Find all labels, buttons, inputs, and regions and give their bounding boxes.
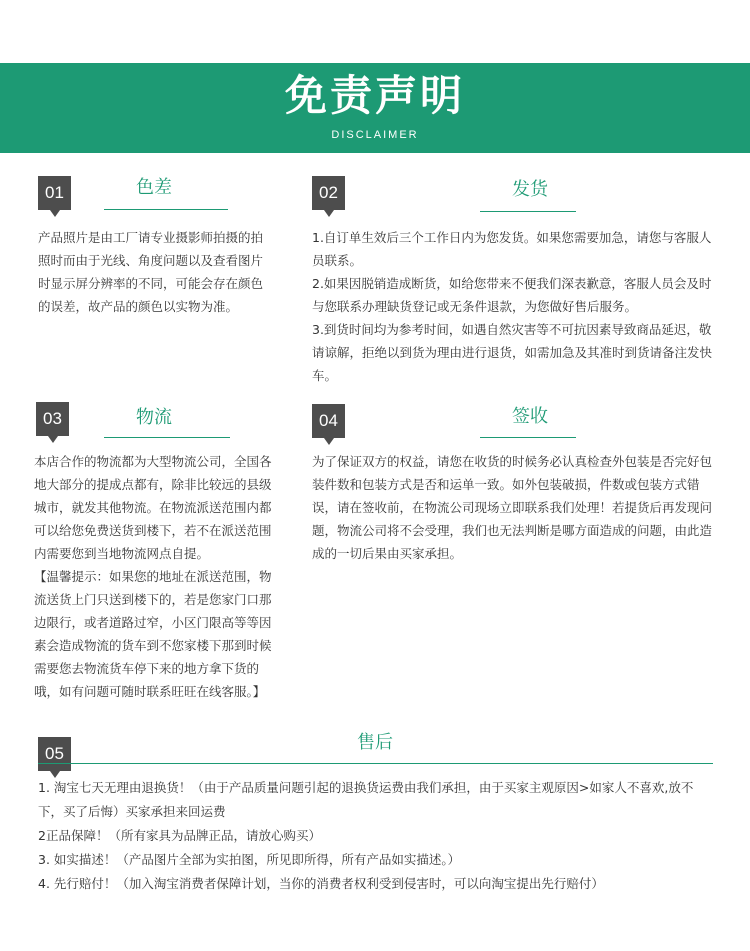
section-paragraph: 1. 淘宝七天无理由退换货！（由于产品质量问题引起的退换货运费由我们承担，由于买家主观原因>如家人不喜欢,放不下，买了后悔）买家承担来回运费: [38, 780, 694, 819]
section-divider: [38, 763, 713, 764]
section-paragraph: 1.自订单生效后三个工作日内为您发货。如果您需要加急，请您与客服人员联系。: [312, 230, 712, 268]
section-divider: [104, 437, 230, 438]
section-divider: [104, 209, 228, 210]
banner-title: 免责声明: [284, 71, 465, 120]
section-paragraph: 【温馨提示：如果您的地址在派送范围，物流送货上门只送到楼下的，若是您家门口那边限行，或者道路过窄，小区门限高等等因素会造成物流的货车到不您家楼下那到时候需要您去物流货车停下来的地方拿下货的哦，如有问题可随时联系旺旺在线客服。】: [34, 569, 272, 699]
section-paragraph: 产品照片是由工厂请专业摄影师拍摄的拍照时而由于光线、角度问题以及查看图片时显示屏分辨率的不同，可能会存在颜色的误差，故产品的颜色以实物为准。: [38, 230, 264, 314]
section-title: 色差: [136, 177, 172, 198]
section-paragraph: 为了保证双方的权益，请您在收货的时候务必认真检查外包装是否完好包装件数和包装方式是否和运单一致。如外包装破损，件数或包装方式错误，请在签收前，在物流公司现场立即联系我们处理！若提货后再发现问题，物流公司将不会受理，我们也无法判断是哪方面造成的问题，由此造成的一切后果由买家承担。: [312, 454, 713, 561]
section-paragraph: 2.如果因脱销造成断货，如给您带来不便我们深表歉意，客服人员会及时与您联系办理缺货登记或无条件退款，为您做好售后服务。: [312, 276, 712, 314]
section-divider: [480, 211, 576, 212]
section-number-badge: 04: [312, 404, 345, 438]
section-title: 售后: [357, 732, 393, 753]
section-divider: [480, 437, 576, 438]
section-number-badge: 03: [36, 402, 69, 436]
section-body: [312, 226, 722, 387]
section-paragraph: 3. 如实描述！（产品图片全部为实拍图，所见即所得，所有产品如实描述。）: [38, 852, 461, 867]
section-body: [34, 450, 274, 703]
section-body: [38, 226, 270, 318]
section-number-badge: 01: [38, 176, 71, 210]
section-paragraph: 2正品保障！（所有家具为品牌正品，请放心购买）: [38, 828, 321, 843]
section-title: 签收: [512, 406, 548, 427]
banner-subtitle: DISCLAIMER: [331, 129, 419, 141]
section-paragraph: 3.到货时间均为参考时间，如遇自然灾害等不可抗因素导致商品延迟，敬请谅解，拒绝以到货为理由进行退货，如需加急及其准时到货请备注发快车。: [312, 322, 713, 383]
section-body: [38, 776, 708, 896]
section-paragraph: 本店合作的物流都为大型物流公司，全国各地大部分的提成点都有，除非比较远的县级城市，就发其他物流。在物流派送范围内都可以给您免费送货到楼下，若不在派送范围内需要您到当地物流网点自提。: [34, 454, 272, 561]
section-title: 物流: [136, 407, 172, 428]
section-body: [312, 450, 722, 565]
section-number-badge: 02: [312, 176, 345, 210]
section-title: 发货: [512, 179, 548, 200]
disclaimer-banner: [0, 63, 750, 153]
section-paragraph: 4. 先行赔付！（加入淘宝消费者保障计划，当你的消费者权利受到侵害时，可以向淘宝提出先行赔付）: [38, 876, 604, 891]
section-number-badge: 05: [38, 737, 71, 771]
